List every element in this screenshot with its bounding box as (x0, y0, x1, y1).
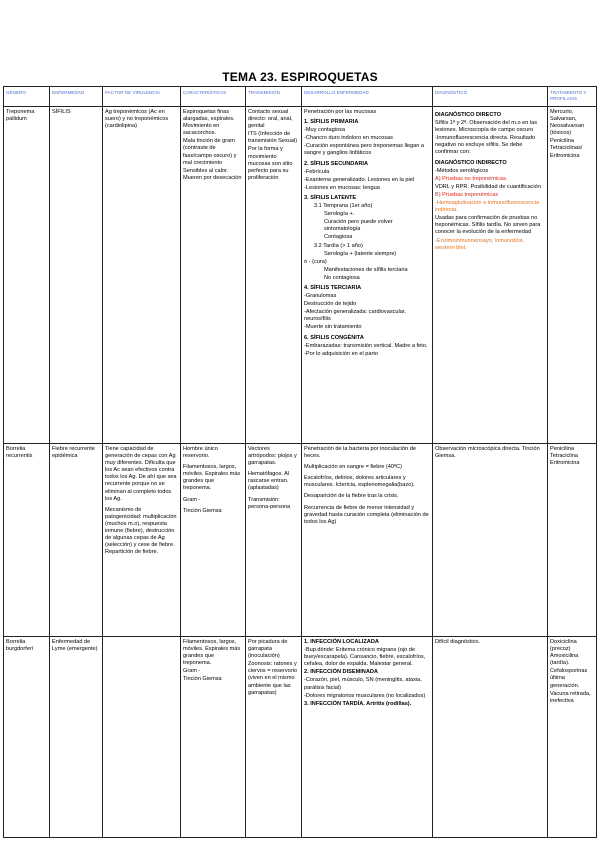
cell-text: Contacto sexual directo: oral, anal, genital (248, 109, 295, 130)
cell-text: -Inmunofluorescencia directa. Resultado negativo no excluye sífilis. Se debe confirmar con: (435, 135, 537, 156)
cell-text: -Granulomas (304, 293, 337, 300)
cell-text: -Febrícula (304, 168, 330, 175)
cell-text: Contagiosa (324, 234, 353, 241)
cell-text: Observación microscópica directa. Tinción Giemsa. (435, 446, 542, 460)
cell-genero (4, 444, 50, 637)
cell-text: Mecanismo de patogenicidad: multiplicación (muchos m.o), respuesta inmune (fiebre), destrucción de algunas cepas de Ag (selección) y cese de fiebre. Repartición de fiebre. (105, 506, 179, 556)
cell-text: Treponema pallidum (6, 109, 36, 123)
cell-tratamiento (548, 637, 597, 838)
table-row (4, 444, 597, 637)
cell-text: Borrelia recurrentis (6, 446, 33, 460)
cell-text: Usadas para confirmación de pruebas no treponémicas. Sífilis tardía. No sirven para conocer la evolución de la enfermedad (435, 215, 542, 236)
cell-transmision (246, 637, 302, 838)
cell-text: ó - (cura) (304, 258, 327, 265)
cell-text: Fiebre recurrente epidémica (52, 446, 97, 460)
cell-text: Destrucción de tejido (304, 301, 357, 308)
cell-text: 2. SÍFILIS SECUNDARIA (304, 160, 369, 167)
cell-text: Hombre único reservorio. (183, 446, 220, 460)
cell-text: 2. INFECCIÓN DISEMINADA (304, 669, 378, 676)
cell-virulencia (103, 637, 181, 838)
cell-text: VDRL y RPR. Posibilidad de cuantificación (435, 183, 541, 190)
column-header: TRATAMIENTO Y PROFILAXIS (548, 87, 597, 107)
cell-caracteristicas (181, 444, 246, 637)
cell-text: 4. SÍFILIS TERCIARIA (304, 284, 362, 291)
column-header: ENFERMEDAD (50, 87, 103, 107)
cell-desarrollo (302, 637, 433, 838)
cell-text: 6. SÍFILIS CONGÉNITA (304, 334, 364, 341)
cell-text: Sífilis 1ª y 2ª. Observación del m.o en las lesiones. Microscopía de campo oscuro (435, 120, 539, 134)
cell-text: Filamentosos, largos, móviles. Espirales más grandes que treponema. (183, 639, 242, 667)
cell-text: Por la forma y movimiento mucosas son sitio perfecto para su proliferación (248, 146, 295, 181)
table-row (4, 637, 597, 838)
cell-text: Hematófagos. Al rascarse entran. (aplastadas) (248, 471, 291, 492)
cell-text: -Chancro duro indoloro en mucosas (304, 135, 393, 142)
column-header: DESARROLLO ENFERMEDAD (302, 87, 433, 107)
column-header: GÉNERO (4, 87, 50, 107)
cell-text: -Muerte sin tratamiento (304, 324, 362, 331)
cell-text: Penicilina Tetraciclina Eritromicina (550, 446, 580, 467)
cell-text: Difícil diagnóstico. (435, 639, 481, 645)
cell-text: Zoonosis: ratones y ciervos = reservorio (viven en el mismo ambiente que las garrapatas) (248, 661, 299, 696)
cell-diagnostico (433, 107, 548, 444)
cell-text: Curación pero puede volver sintomatología (324, 219, 395, 233)
cell-text: Penicilina Tetraciclinas/ Eritromicina (550, 138, 584, 159)
cell-text: Filamentosos, largos, móviles. Espirales más grandes que treponema. (183, 464, 242, 492)
cell-text: -Enzimoinmunoensayo, inmunoblot, western blot. (435, 237, 526, 251)
cell-text: 3. SÍFILIS LATENTE (304, 194, 357, 201)
cell-text: No contagiosa (324, 274, 360, 281)
cell-text: -Hemoaglutinación e inmunofluorescencia indirecta. (435, 200, 541, 214)
cell-desarrollo (302, 107, 433, 444)
cell-enfermedad (50, 444, 103, 637)
cell-text: -Lesiones en mucosas: lengua (304, 184, 380, 191)
cell-genero (4, 107, 50, 444)
cell-caracteristicas (181, 107, 246, 444)
cell-text: Tinción Giemsa (183, 507, 222, 514)
cell-text: Doxiciclina (precoz) Amoxicilina (tardía). (550, 639, 580, 667)
table-row (4, 107, 597, 444)
cell-text: Tinción Giemsa (183, 676, 222, 683)
cell-text: Gram - (183, 496, 201, 503)
cell-text: 1. SÍFILIS PRIMARIA (304, 119, 359, 126)
cell-virulencia (103, 107, 181, 444)
cell-transmision (246, 107, 302, 444)
cell-text: -Por lo adquisición en el parto (304, 350, 379, 357)
column-header: CARACTERÍSTICAS (181, 87, 246, 107)
cell-text: ITS (Infección de transmisión Sexual) (248, 131, 298, 145)
cell-genero (4, 637, 50, 838)
cell-text: DIAGNÓSTICO INDIRECTO (435, 159, 507, 166)
cell-text: Gram - (183, 668, 201, 675)
cell-text: Recurrencia de fiebre de menor intensidad y gravedad hasta curación completa (eliminación de todos los Ag) (304, 504, 431, 525)
spirochetes-table (3, 86, 597, 838)
column-header: TRANSMISIÓN (246, 87, 302, 107)
cell-desarrollo (302, 444, 433, 637)
table-header-row (4, 87, 597, 107)
cell-diagnostico (433, 637, 548, 838)
cell-text: B) Pruebas treponémicas (435, 191, 499, 198)
cell-transmision (246, 444, 302, 637)
cell-text: SÍFILIS (52, 109, 71, 115)
cell-text: Cefalosporinas última generación. (550, 668, 589, 689)
cell-text: Vacuna retirada, inefectiva (550, 690, 593, 704)
cell-enfermedad (50, 107, 103, 444)
cell-text: Escalofríos, delirios, dolores articulares y musculares. Ictericia, esplenomegalia(bazo). (304, 475, 415, 489)
cell-tratamiento (548, 444, 597, 637)
cell-text: Por picadura de garrapata (inoculación) (248, 639, 290, 660)
cell-text: -Dolores migratorios musculares (no localizados) (304, 692, 426, 699)
cell-text: -Corazón, piel, músculo, SN (meningitis, ataxia, parálisis facial) (304, 677, 424, 691)
cell-text: DIAGNÓSTICO DIRECTO (435, 112, 502, 118)
cell-text: Multiplicación en sangre = fiebre (40ºC) (304, 464, 402, 471)
cell-text: 3.1 Temprana (1er año) (314, 203, 373, 210)
cell-text: Penetración por las mucosas (304, 109, 377, 115)
cell-enfermedad (50, 637, 103, 838)
cell-text: Desaparición de la fiebre tras la crisis. (304, 493, 399, 500)
cell-caracteristicas (181, 637, 246, 838)
document-title: TEMA 23. ESPIROQUETAS (222, 70, 378, 84)
cell-text: Transmisión: persona-persona (248, 496, 291, 510)
cell-text: -Embarazadas: transmisión vertical. Madre a feto. (304, 342, 428, 349)
cell-text: Mala tinción de gram (contraste de fase/campo oscuro) y mal crecimiento (183, 138, 239, 166)
cell-text: -Exantema generalizado. Lesiones en la piel (304, 176, 415, 183)
cell-text: Serología + (latente siempre) (324, 250, 397, 257)
cell-text: Manifestaciones de sífilis terciaria (324, 266, 408, 273)
cell-text: -Métodos serológicos (435, 167, 489, 174)
cell-text: -Afectación generalizada: cardiovascular, neurosífilis (304, 309, 408, 323)
cell-text: Serología +. (324, 211, 355, 218)
column-header: FACTOR DE VIRULENCIA (103, 87, 181, 107)
cell-text: Penetración de la bacteria por inoculación de heces. (304, 446, 418, 460)
cell-text: Tiene capacidad de generación de cepas con Ag muy diferentes. Dificulta que los Ac sean efectivos contra todos los Ag. De ahí que sea recurrente porque no se eliminan al completo todos los Ag. (105, 446, 179, 502)
cell-text: 1. INFECCIÓN LOCALIZADA (304, 639, 379, 645)
cell-text: -Muy contagiosa (304, 127, 346, 134)
cell-virulencia (103, 444, 181, 637)
cell-text: 3.2 Tardía (> 1 año) (314, 242, 363, 249)
cell-text: -Bup.dónde: Eritema crónico migrans (ojo de buey/escarapela). Cansancio, fiebre, escalofríos, cefalea, dolor de espalda. Malestar general. (304, 647, 427, 668)
cell-text: -Curación espontánea pero treponemas llegan a sangre y ganglios linfáticos (304, 143, 426, 157)
cell-text: 3. INFECCIÓN TARDÍA. Artritis (rodillas). (304, 700, 412, 707)
column-header: DIAGNÓSTICO (433, 87, 548, 107)
cell-diagnostico (433, 444, 548, 637)
cell-text: Vectores artrópodos: piojos y garrapatas. (248, 446, 299, 467)
cell-text: Mercurio, Salvarsan, Neosalvarsan (tóxicos) (550, 109, 586, 137)
cell-text: A) Pruebas no treponémicas. (435, 175, 508, 182)
cell-text: Ag treponémicos (Ac en suero) y no treponémicos (cardiolipina) (105, 109, 170, 130)
cell-text: Espiroquetas finas alargadas, espirales. Movimiento en sacacorchos. (183, 109, 237, 137)
cell-text: Sensibles al calor. Mueren por desecación (183, 167, 242, 181)
cell-text: Borrelia burgdorferi (6, 639, 34, 653)
cell-text: Enfermedad de Lyme (emergente) (52, 639, 98, 653)
cell-tratamiento (548, 107, 597, 444)
